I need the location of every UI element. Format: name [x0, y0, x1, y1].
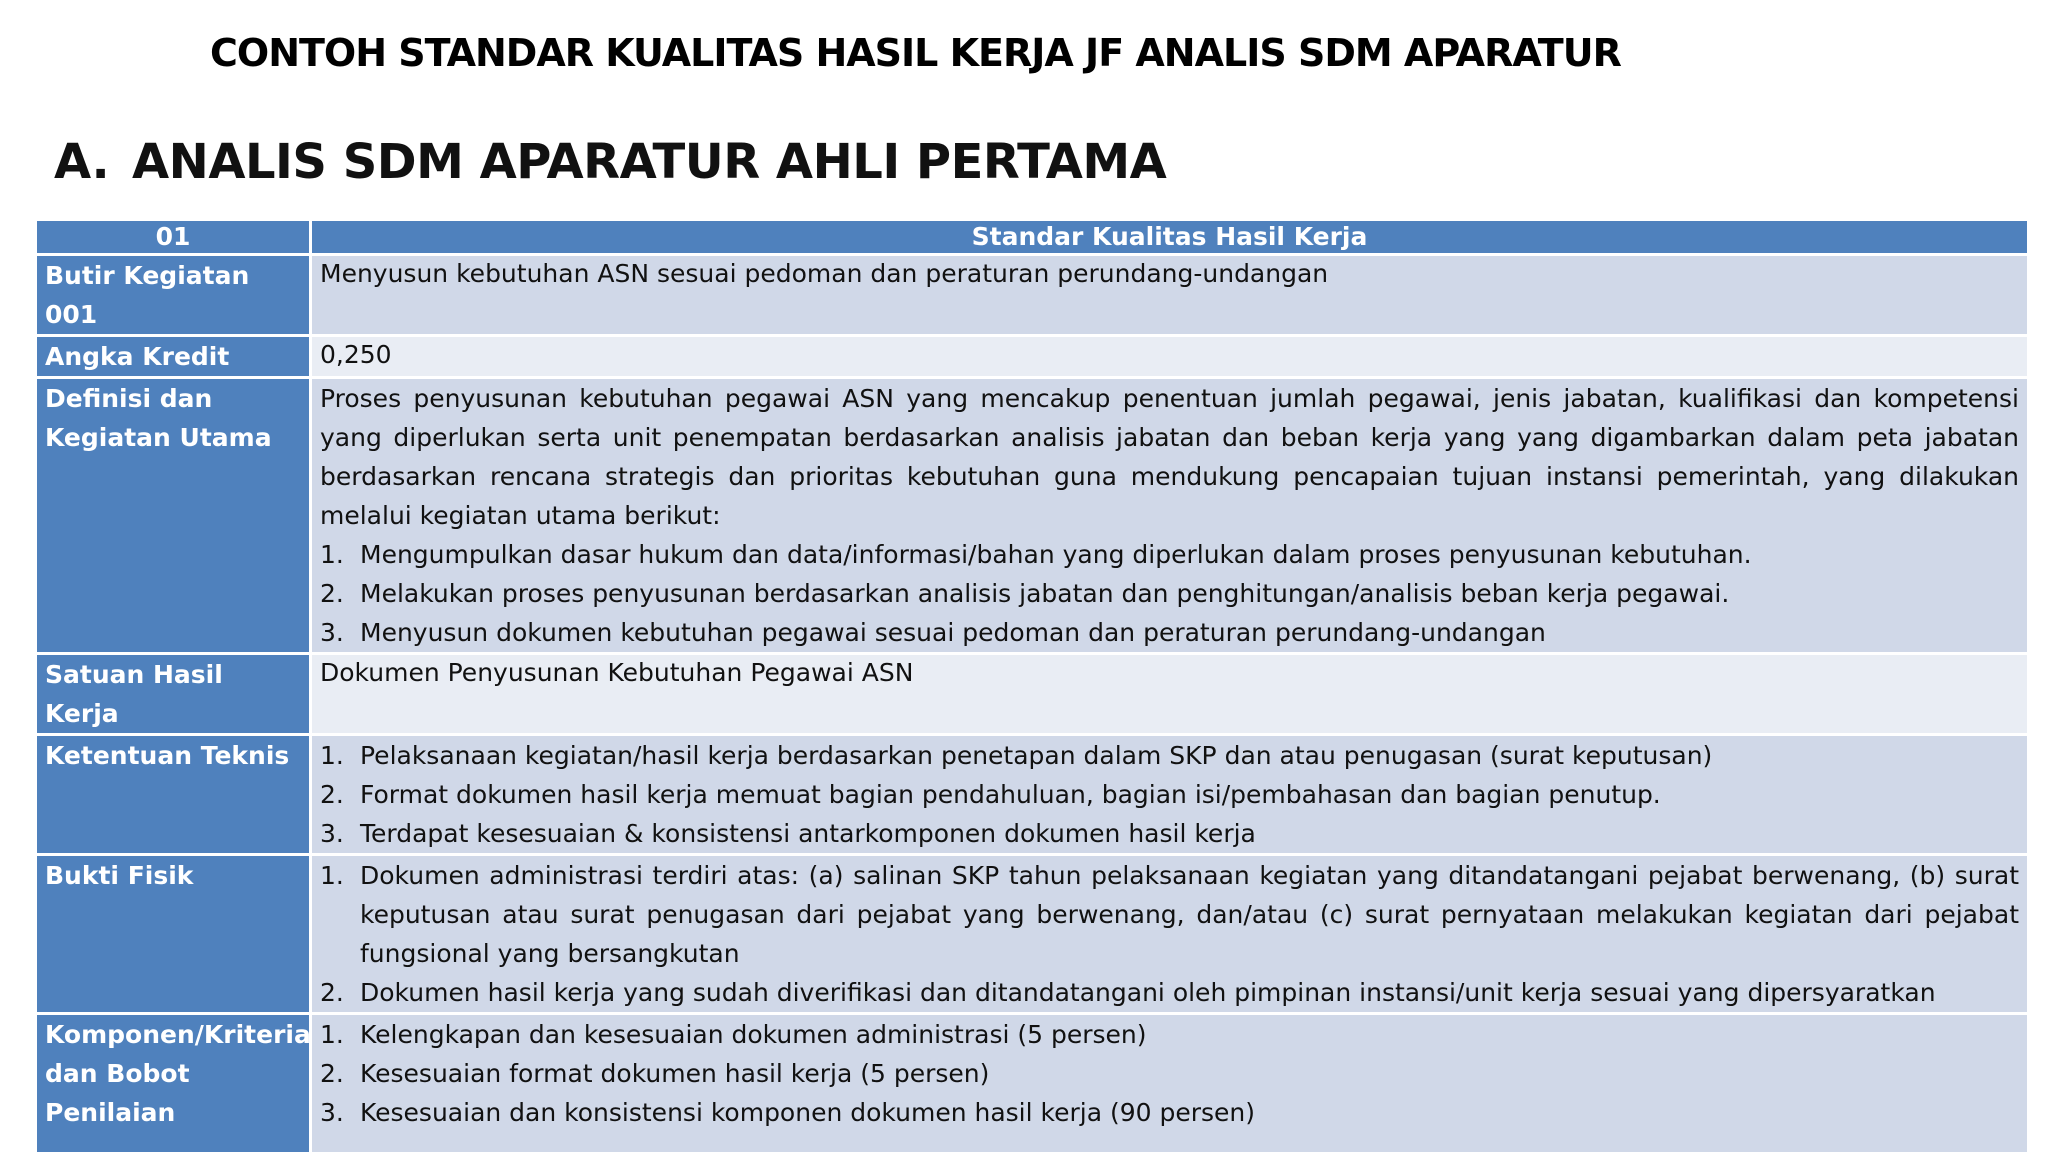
list-number: 3. [320, 618, 344, 647]
value-definisi [312, 379, 2027, 652]
row-butir-kegiatan [37, 256, 2027, 334]
list-number: 1. [320, 540, 344, 569]
row-definisi [37, 379, 2027, 652]
komponen-list [320, 1015, 2019, 1132]
value-butir-kegiatan: Menyusun kebutuhan ASN sesuai pedoman dan peraturan perundang-undangan [312, 256, 2027, 334]
row-komponen [37, 1015, 2027, 1152]
row-angka-kredit [37, 337, 2027, 376]
header-standard: Standar Kualitas Hasil Kerja [312, 221, 2027, 253]
list-text: Menyusun dokumen kebutuhan pegawai sesuai pedoman dan peraturan perundang-undangan [360, 618, 1546, 647]
section-heading [54, 130, 1554, 194]
list-item [320, 1093, 2019, 1132]
list-number: 2. [320, 1059, 344, 1088]
list-item [320, 535, 2019, 574]
list-number: 2. [320, 780, 344, 809]
list-item [320, 1054, 2019, 1093]
list-number: 3. [320, 819, 344, 848]
label-komponen [37, 1015, 309, 1152]
label-definisi-line1: Definisi dan [45, 384, 213, 413]
value-satuan: Dokumen Penyusunan Kebutuhan Pegawai ASN [312, 655, 2027, 733]
standard-table [34, 218, 2030, 1152]
value-bukti [312, 856, 2027, 1012]
list-number: 1. [320, 741, 344, 770]
label-angka-kredit: Angka Kredit [37, 337, 309, 376]
list-text: Dokumen administrasi terdiri atas: (a) salinan SKP tahun pelaksanaan kegiatan yang ditandatangani pejabat berwenang, (b) surat keputusan atau surat penugasan dari pejabat yang berwenang, dan/atau (c) surat pernyataan melakukan kegiatan dari pejabat fungsional yang bersangkutan [360, 861, 2019, 968]
list-text: Mengumpulkan dasar hukum dan data/informasi/bahan yang diperlukan dalam proses penyusunan kebutuhan. [360, 540, 1752, 569]
label-ketentuan: Ketentuan Teknis [37, 736, 309, 853]
list-text: Pelaksanaan kegiatan/hasil kerja berdasarkan penetapan dalam SKP dan atau penugasan (surat keputusan) [360, 741, 1713, 770]
row-ketentuan [37, 736, 2027, 853]
label-butir-kegiatan: Butir Kegiatan 001 [37, 256, 309, 334]
value-ketentuan [312, 736, 2027, 853]
list-number: 1. [320, 1020, 344, 1049]
section-letter: A. [54, 134, 110, 190]
list-item [320, 1015, 2019, 1054]
list-text: Kesesuaian format dokumen hasil kerja (5 persen) [360, 1059, 990, 1088]
table-header-row [37, 221, 2027, 253]
list-text: Kesesuaian dan konsistensi komponen dokumen hasil kerja (90 persen) [360, 1098, 1256, 1127]
list-text: Terdapat kesesuaian & konsistensi antarkomponen dokumen hasil kerja [360, 819, 1256, 848]
list-item [320, 973, 2019, 1012]
row-bukti [37, 856, 2027, 1012]
section-title: ANALIS SDM APARATUR AHLI PERTAMA [132, 134, 1167, 190]
label-bukti: Bukti Fisik [37, 856, 309, 1012]
bukti-list [320, 856, 2019, 1012]
slide-title: CONTOH STANDAR KUALITAS HASIL KERJA JF ANALIS SDM APARATUR [210, 31, 1621, 75]
definisi-intro: Proses penyusunan kebutuhan pegawai ASN yang mencakup penentuan jumlah pegawai, jenis jabatan, kualifikasi dan kompetensi yang diperlukan serta unit penempatan berdasarkan analisis jabatan dan beban kerja yang yang digambarkan dalam peta jabatan berdasarkan rencana strategis dan prioritas kebutuhan guna mendukung pencapaian tujuan instansi pemerintah, yang dilakukan melalui kegiatan utama berikut: [320, 384, 2019, 530]
list-text: Dokumen hasil kerja yang sudah diverifikasi dan ditandatangani oleh pimpinan instansi/unit kerja sesuai yang dipersyaratkan [360, 978, 1936, 1007]
label-komponen-line1: Komponen/Kriteria [45, 1020, 311, 1049]
row-satuan [37, 655, 2027, 733]
value-angka-kredit: 0,250 [312, 337, 2027, 376]
list-number: 3. [320, 1098, 344, 1127]
list-item [320, 613, 2019, 652]
list-item [320, 736, 2019, 775]
definisi-list [320, 535, 2019, 652]
list-text: Format dokumen hasil kerja memuat bagian pendahuluan, bagian isi/pembahasan dan bagian penutup. [360, 780, 1661, 809]
list-item [320, 814, 2019, 853]
list-text: Kelengkapan dan kesesuaian dokumen administrasi (5 persen) [360, 1020, 1147, 1049]
list-item [320, 856, 2019, 973]
list-number: 2. [320, 978, 344, 1007]
list-number: 1. [320, 861, 344, 890]
value-komponen [312, 1015, 2027, 1152]
label-satuan: Satuan Hasil Kerja [37, 655, 309, 733]
list-number: 2. [320, 579, 344, 608]
label-definisi [37, 379, 309, 652]
list-item [320, 574, 2019, 613]
label-komponen-line2: dan Bobot Penilaian [45, 1059, 190, 1127]
ketentuan-list [320, 736, 2019, 853]
header-number: 01 [37, 221, 309, 253]
label-definisi-line2: Kegiatan Utama [45, 423, 272, 452]
list-text: Melakukan proses penyusunan berdasarkan analisis jabatan dan penghitungan/analisis beban kerja pegawai. [360, 579, 1730, 608]
list-item [320, 775, 2019, 814]
